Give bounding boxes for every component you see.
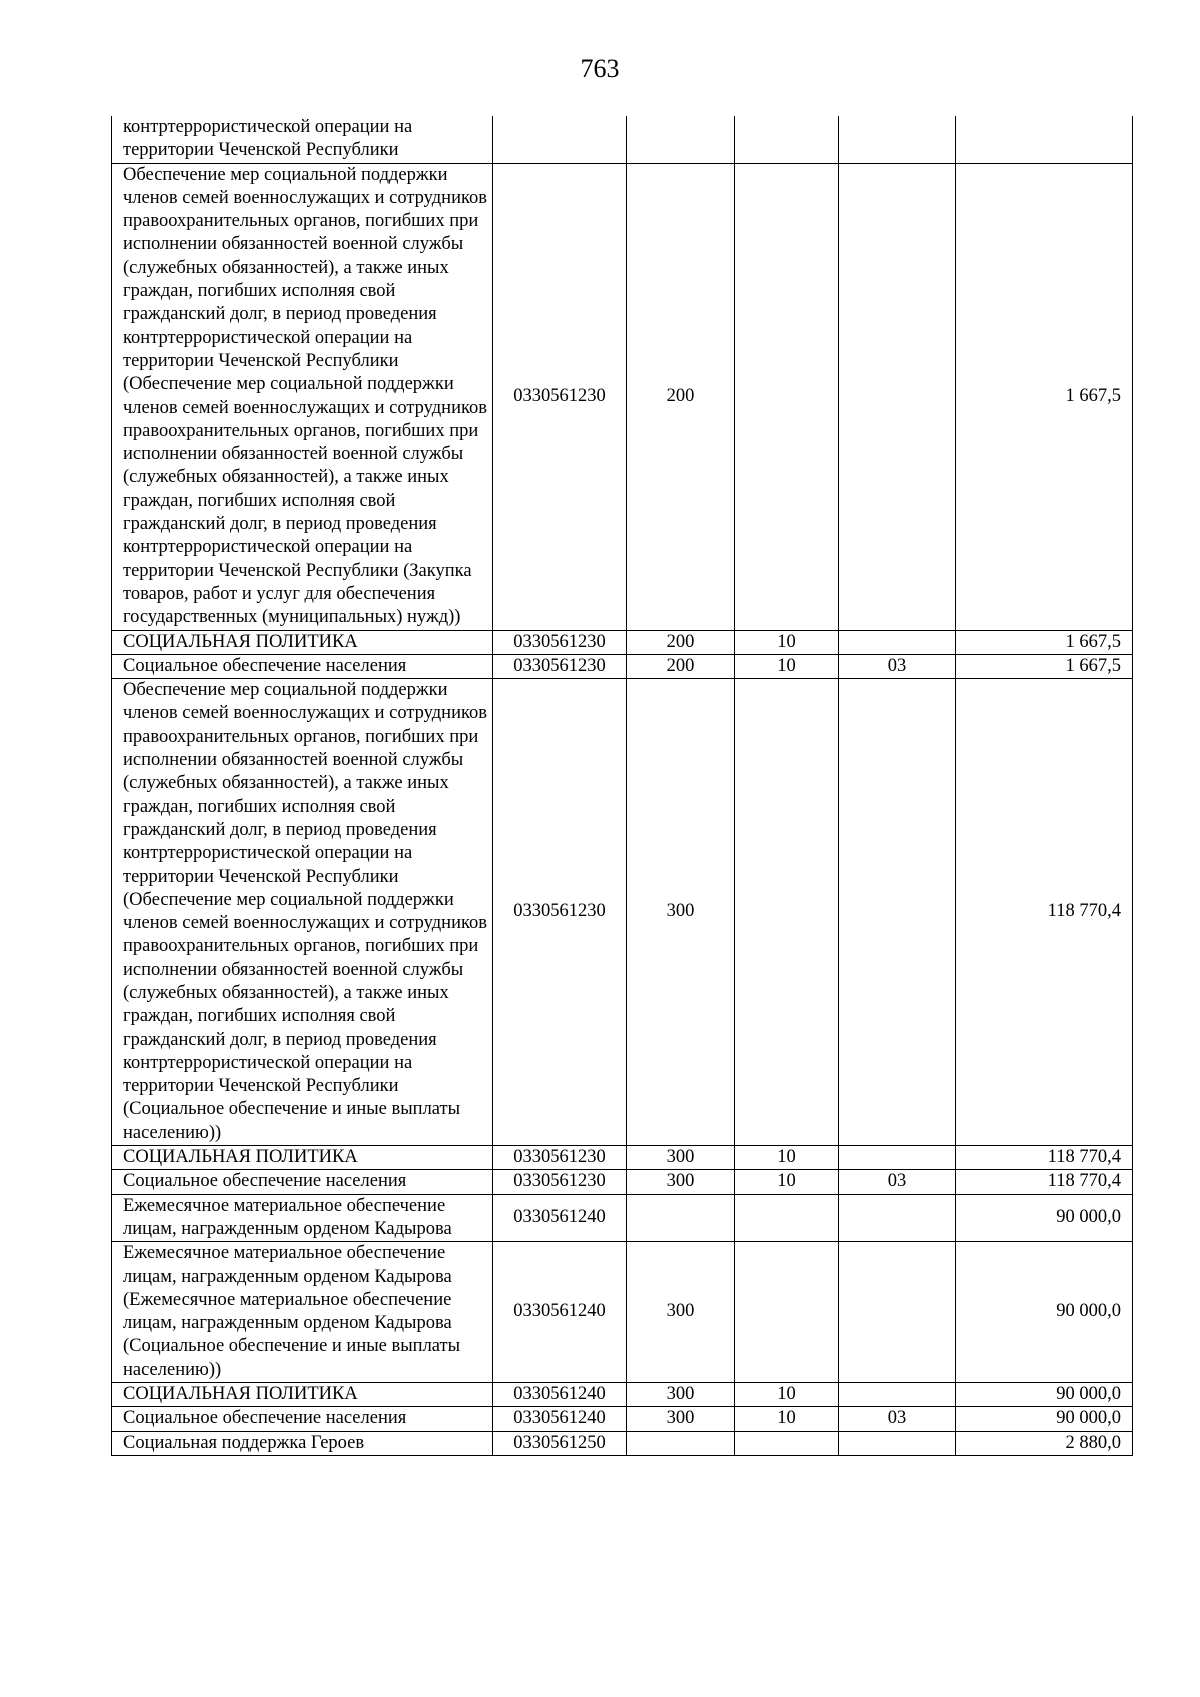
row-section-cell: 10 <box>735 1407 839 1431</box>
row-name-cell: Социальное обеспечение населения <box>112 654 493 678</box>
row-subsection-cell <box>839 116 956 163</box>
row-expense-type-cell: 300 <box>627 1170 735 1194</box>
row-name-cell: СОЦИАЛЬНАЯ ПОЛИТИКА <box>112 1146 493 1170</box>
row-expense-type-cell: 300 <box>627 1407 735 1431</box>
row-section-cell: 10 <box>735 1146 839 1170</box>
row-sum-cell: 118 770,4 <box>956 1170 1133 1194</box>
row-expense-type-cell: 300 <box>627 679 735 1146</box>
row-name-cell: Социальная поддержка Героев <box>112 1431 493 1455</box>
row-section-cell <box>735 116 839 163</box>
row-code-cell: 0330561230 <box>493 654 627 678</box>
table-row <box>112 1194 1133 1242</box>
row-subsection-cell: 03 <box>839 654 956 678</box>
row-expense-type-cell: 200 <box>627 163 735 630</box>
row-code-cell: 0330561230 <box>493 1170 627 1194</box>
row-sum-cell: 118 770,4 <box>956 679 1133 1146</box>
table-row <box>112 1170 1133 1194</box>
row-subsection-cell: 03 <box>839 1170 956 1194</box>
row-name-cell: СОЦИАЛЬНАЯ ПОЛИТИКА <box>112 1383 493 1407</box>
row-name-cell: контртеррористической операции на территории Чеченской Республики <box>112 116 493 163</box>
row-sum-cell: 1 667,5 <box>956 630 1133 654</box>
row-name-cell: СОЦИАЛЬНАЯ ПОЛИТИКА <box>112 630 493 654</box>
row-code-cell: 0330561230 <box>493 679 627 1146</box>
row-section-cell <box>735 1431 839 1455</box>
row-section-cell <box>735 1242 839 1383</box>
budget-table <box>111 116 1133 1456</box>
row-section-cell: 10 <box>735 630 839 654</box>
page-number: 763 <box>580 54 620 83</box>
row-subsection-cell <box>839 1242 956 1383</box>
row-subsection-cell <box>839 1146 956 1170</box>
table-row <box>112 1407 1133 1431</box>
row-code-cell: 0330561230 <box>493 163 627 630</box>
table-row <box>112 1383 1133 1407</box>
row-expense-type-cell: 200 <box>627 654 735 678</box>
row-expense-type-cell <box>627 1194 735 1242</box>
row-section-cell <box>735 1194 839 1242</box>
row-sum-cell: 90 000,0 <box>956 1242 1133 1383</box>
row-expense-type-cell <box>627 1431 735 1455</box>
row-code-cell: 0330561230 <box>493 1146 627 1170</box>
row-section-cell <box>735 679 839 1146</box>
row-sum-cell: 118 770,4 <box>956 1146 1133 1170</box>
row-section-cell <box>735 163 839 630</box>
row-expense-type-cell: 300 <box>627 1242 735 1383</box>
row-code-cell: 0330561240 <box>493 1383 627 1407</box>
row-code-cell: 0330561240 <box>493 1407 627 1431</box>
table-row <box>112 116 1133 163</box>
row-code-cell: 0330561240 <box>493 1242 627 1383</box>
row-name-cell: Социальное обеспечение населения <box>112 1407 493 1431</box>
row-name-cell: Обеспечение мер социальной поддержки членов семей военнослужащих и сотрудников правоохранительных органов, погибших при исполнении обязанностей военной службы (служебных обязанностей), а также иных граждан, погибших исполняя свой гражданский долг, в период проведения контртеррористической операции на территории Чеченской Республики (Обеспечение мер социальной поддержки членов семей военнослужащих и сотрудников правоохранительных органов, погибших при исполнении обязанностей военной службы (служебных обязанностей), а также иных граждан, погибших исполняя свой гражданский долг, в период проведения контртеррористической операции на территории Чеченской Республики (Социальное обеспечение и иные выплаты населению)) <box>112 679 493 1146</box>
row-expense-type-cell: 300 <box>627 1146 735 1170</box>
table-row <box>112 654 1133 678</box>
table-row <box>112 1242 1133 1383</box>
row-subsection-cell <box>839 1431 956 1455</box>
row-sum-cell: 90 000,0 <box>956 1407 1133 1431</box>
row-subsection-cell: 03 <box>839 1407 956 1431</box>
table-body <box>112 116 1133 1455</box>
row-subsection-cell <box>839 1194 956 1242</box>
row-sum-cell: 90 000,0 <box>956 1383 1133 1407</box>
row-sum-cell: 2 880,0 <box>956 1431 1133 1455</box>
row-sum-cell <box>956 116 1133 163</box>
table-row <box>112 1146 1133 1170</box>
row-section-cell: 10 <box>735 1383 839 1407</box>
row-subsection-cell <box>839 679 956 1146</box>
row-sum-cell: 1 667,5 <box>956 163 1133 630</box>
table-row <box>112 1431 1133 1455</box>
row-sum-cell: 90 000,0 <box>956 1194 1133 1242</box>
row-name-cell: Ежемесячное материальное обеспечение лицам, награжденным орденом Кадырова (Ежемесячное материальное обеспечение лицам, награжденным орденом Кадырова (Социальное обеспечение и иные выплаты населению)) <box>112 1242 493 1383</box>
row-subsection-cell <box>839 1383 956 1407</box>
row-expense-type-cell: 200 <box>627 630 735 654</box>
row-expense-type-cell <box>627 116 735 163</box>
row-subsection-cell <box>839 630 956 654</box>
row-code-cell: 0330561230 <box>493 630 627 654</box>
row-code-cell: 0330561250 <box>493 1431 627 1455</box>
row-sum-cell: 1 667,5 <box>956 654 1133 678</box>
row-section-cell: 10 <box>735 654 839 678</box>
table-row <box>112 163 1133 630</box>
table-row <box>112 679 1133 1146</box>
row-subsection-cell <box>839 163 956 630</box>
table-row <box>112 630 1133 654</box>
row-name-cell: Обеспечение мер социальной поддержки членов семей военнослужащих и сотрудников правоохранительных органов, погибших при исполнении обязанностей военной службы (служебных обязанностей), а также иных граждан, погибших исполняя свой гражданский долг, в период проведения контртеррористической операции на территории Чеченской Республики (Обеспечение мер социальной поддержки членов семей военнослужащих и сотрудников правоохранительных органов, погибших при исполнении обязанностей военной службы (служебных обязанностей), а также иных граждан, погибших исполняя свой гражданский долг, в период проведения контртеррористической операции на территории Чеченской Республики (Закупка товаров, работ и услуг для обеспечения государственных (муниципальных) нужд)) <box>112 163 493 630</box>
row-code-cell: 0330561240 <box>493 1194 627 1242</box>
row-name-cell: Социальное обеспечение населения <box>112 1170 493 1194</box>
row-name-cell: Ежемесячное материальное обеспечение лицам, награжденным орденом Кадырова <box>112 1194 493 1242</box>
row-section-cell: 10 <box>735 1170 839 1194</box>
row-code-cell <box>493 116 627 163</box>
row-expense-type-cell: 300 <box>627 1383 735 1407</box>
